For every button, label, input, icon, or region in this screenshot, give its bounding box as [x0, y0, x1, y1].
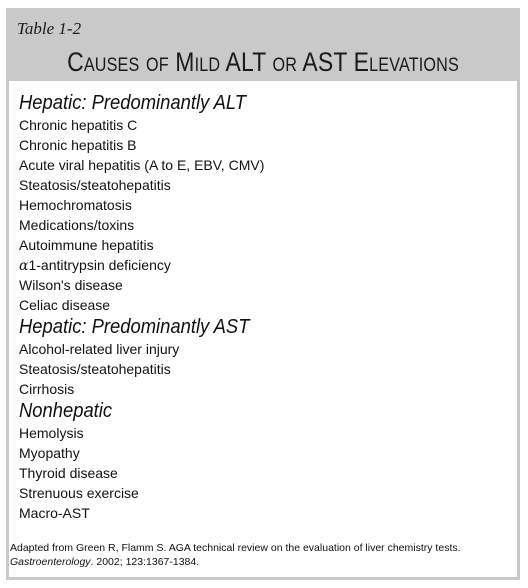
footnote-citation: Adapted from Green R, Flamm S. AGA technical review on the evaluation of liver chemistry tests. [10, 542, 461, 554]
list-item: Celiac disease [19, 297, 111, 313]
list-item: Thyroid disease [19, 465, 118, 481]
section-heading: Nonhepatic [19, 400, 113, 422]
list-item: Cirrhosis [19, 381, 75, 397]
list-item: Alcohol-related liver injury [19, 341, 180, 357]
list-item: Myopathy [19, 445, 80, 461]
list-item: Autoimmune hepatitis [19, 237, 154, 253]
alpha-symbol: α [19, 258, 29, 274]
footnote-details: . 2002; 123:1367-1384. [90, 556, 200, 568]
list-item-text: 1-antitrypsin deficiency [28, 257, 171, 273]
list-item-alpha1 [19, 255, 507, 275]
section-alt [19, 91, 507, 315]
table-header [9, 11, 517, 81]
table-number: Table 1-2 [17, 19, 82, 38]
table-title: Causes of Mild ALT or AST Elevations [67, 47, 459, 77]
table-body [19, 91, 507, 523]
list-item: Wilson's disease [19, 277, 123, 293]
list-item: Medications/toxins [19, 217, 135, 233]
list-item: Hemolysis [19, 425, 84, 441]
footnote-journal: Gastroenterology [10, 556, 91, 568]
source-footnote [10, 541, 520, 569]
list-item: Steatosis/steatohepatitis [19, 361, 171, 377]
list-item: Chronic hepatitis B [19, 137, 137, 153]
section-heading: Hepatic: Predominantly ALT [19, 92, 247, 114]
list-item: Strenuous exercise [19, 485, 139, 501]
section-nonhepatic [19, 399, 507, 523]
section-ast [19, 315, 507, 399]
table-frame [6, 8, 520, 580]
section-heading: Hepatic: Predominantly AST [19, 316, 250, 338]
list-item: Acute viral hepatitis (A to E, EBV, CMV) [19, 157, 265, 173]
list-item: Steatosis/steatohepatitis [19, 177, 171, 193]
list-item: Macro-AST [19, 505, 90, 521]
list-item: Chronic hepatitis C [19, 117, 138, 133]
list-item: Hemochromatosis [19, 197, 132, 213]
